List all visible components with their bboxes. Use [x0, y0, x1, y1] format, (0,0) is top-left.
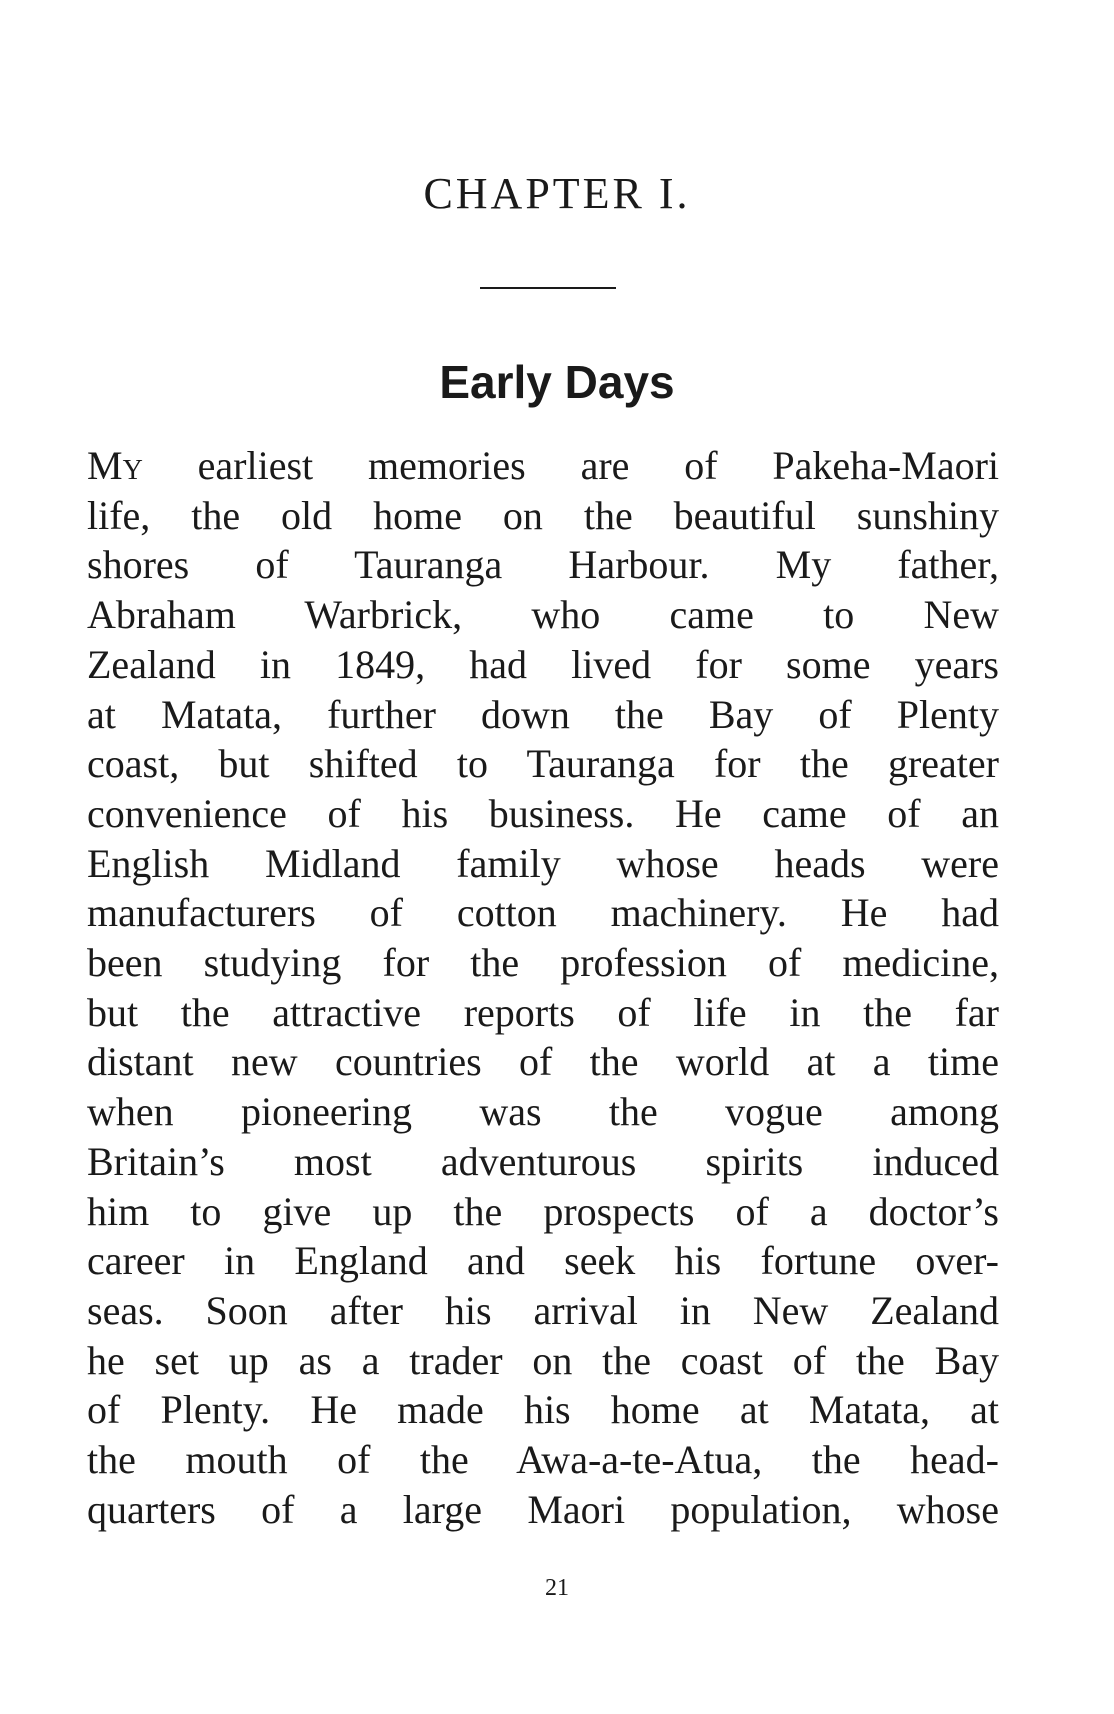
chapter-title: Early Days [439, 356, 675, 408]
chapter-divider [480, 287, 616, 289]
body-line-17: career in England and seek his fortune over- [87, 1238, 999, 1284]
body-line-1-text: earliest memories are of Pakeha-Maori [142, 443, 999, 488]
body-line-10: manufacturers of cotton machinery. He had [87, 890, 999, 936]
body-paragraph [87, 441, 999, 1534]
body-line-14: when pioneering was the vogue among [87, 1089, 999, 1135]
page-number: 21 [545, 1575, 569, 1601]
body-line-12: but the attractive reports of life in the far [87, 989, 999, 1035]
chapter-heading: CHAPTER I. [423, 169, 691, 218]
body-line-15: Britain’s most adventurous spirits induced [87, 1138, 999, 1184]
body-line-2: life, the old home on the beautiful sunshiny [87, 492, 999, 538]
body-line-19: he set up as a trader on the coast of the Bay [87, 1337, 999, 1383]
body-line-21: the mouth of the Awa-a-te-Atua, the head- [87, 1437, 999, 1483]
body-line-18: seas. Soon after his arrival in New Zealand [87, 1287, 999, 1333]
opening-word: My [87, 443, 143, 488]
body-line-3: shores of Tauranga Harbour. My father, [87, 542, 999, 588]
body-line-11: been studying for the profession of medicine, [87, 940, 999, 986]
body-line-22: quarters of a large Maori population, whose [87, 1486, 999, 1532]
body-line-4: Abraham Warbrick, who came to New [87, 592, 999, 638]
body-line-1 [87, 441, 999, 491]
body-line-7: coast, but shifted to Tauranga for the greater [87, 741, 999, 787]
body-line-16: him to give up the prospects of a doctor’s [87, 1188, 999, 1234]
body-line-9: English Midland family whose heads were [87, 840, 999, 886]
body-line-5: Zealand in 1849, had lived for some years [87, 641, 999, 687]
body-line-13: distant new countries of the world at a time [87, 1039, 999, 1085]
body-line-8: convenience of his business. He came of an [87, 790, 999, 836]
body-line-6: at Matata, further down the Bay of Plenty [87, 691, 999, 737]
body-line-20: of Plenty. He made his home at Matata, at [87, 1387, 999, 1433]
